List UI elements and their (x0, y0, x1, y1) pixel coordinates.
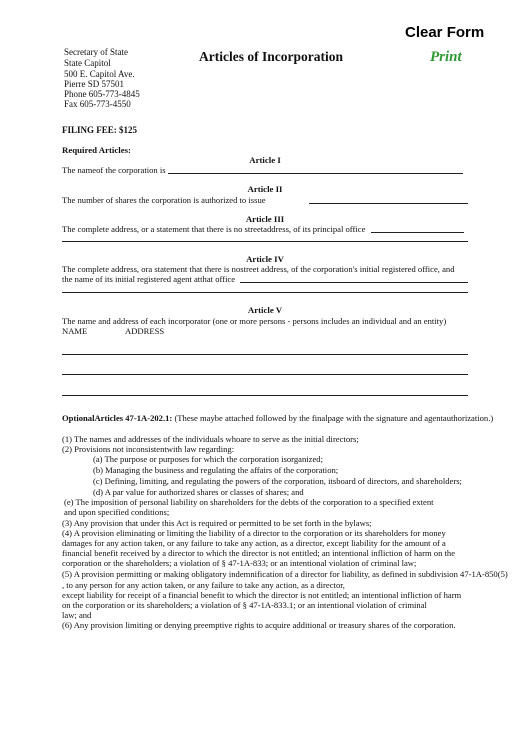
article-3-heading: Article III (245, 214, 285, 224)
optional-item: (e) The imposition of personal liability on shareholders for the debts of the corporation to a specified extent (64, 497, 434, 507)
address-line: Fax 605-773-4550 (64, 99, 131, 109)
optional-subitem: (c) Defining, limiting, and regulating the powers of the corporation, itsboard of directors, and shareholders; (93, 476, 462, 486)
clear-form-button[interactable]: Clear Form (405, 24, 485, 41)
address-line: 500 E. Capitol Ave. (64, 69, 135, 79)
print-button[interactable]: Print (430, 49, 462, 65)
article-1-label: The nameof the corporation is (62, 165, 166, 175)
optional-item: financial benefit received by a director to which the director is not entitled; an intentional infliction of harm on the (62, 548, 456, 558)
article-1-heading: Article I (249, 155, 281, 165)
incorporator-field[interactable] (62, 345, 468, 355)
article-5-label: The name and address of each incorporator (one or more persons - persons includes an individual and an entity) (62, 316, 447, 326)
required-articles-heading: Required Articles: (62, 145, 131, 155)
article-3-label: The complete address, or a statement that there is no streetaddress, of its principal office (62, 224, 366, 234)
optional-articles-line (62, 413, 493, 423)
article-5-heading: Article V (247, 305, 283, 315)
optional-item: on the corporation or its shareholders; a violation of § 47-1A-833.1; or an intentional violation of criminal (62, 600, 427, 610)
optional-item: (6) Any provision limiting or denying preemptive rights to acquire additional or treasury shares of the corporation. (62, 620, 456, 630)
address-line: Secretary of State (64, 47, 128, 57)
address-line: Pierre SD 57501 (64, 79, 124, 89)
principal-office-field-line2[interactable] (62, 232, 468, 242)
article-4-label-line2: the name of its initial registered agent atthat office (62, 274, 236, 284)
optional-item: , to any person for any action taken, or any failure to take any action, as a director, (62, 580, 345, 590)
optional-subitem: (d) A par value for authorized shares or classes of shares; and (93, 487, 304, 497)
incorporator-field[interactable] (62, 365, 468, 375)
optional-item: (1) The names and addresses of the individuals whoare to serve as the initial directors; (62, 434, 359, 444)
article-2-label: The number of shares the corporation is authorized to issue (62, 195, 266, 205)
article-4-label-line1: The complete address, ora statement that there is nostreet address, of the corporation's initial registered office, and (62, 264, 455, 274)
optional-subitem: (b) Managing the business and regulating the affairs of the corporation; (93, 465, 339, 475)
article-2-heading: Article II (247, 184, 283, 194)
article-4-heading: Article IV (246, 254, 284, 264)
address-line: Phone 605-773-4845 (64, 89, 140, 99)
optional-item: (3) Any provision that under this Act is required or permitted to be set forth in the bylaws; (62, 518, 372, 528)
name-column-label: NAME (62, 326, 88, 336)
optional-item: (5) A provision permitting or making obligatory indemnification of a director for liability, as defined in subdivision 47-1A-850(5) (62, 569, 508, 579)
registered-agent-field-line2[interactable] (62, 283, 468, 293)
optional-articles-note: (These maybe attached followed by the finalpage with the signature and agentauthorization.) (174, 413, 494, 423)
optional-item: (2) Provisions not inconsistentwith law regarding: (62, 444, 235, 454)
authorized-shares-field[interactable] (309, 194, 468, 204)
page-title: Articles of Incorporation (199, 49, 343, 64)
optional-articles-label: OptionalArticles 47-1A-202.1: (62, 413, 173, 423)
optional-item: (4) A provision eliminating or limiting the liability of a director to the corporation or its shareholders for money (62, 528, 446, 538)
optional-item: and upon specified conditions; (64, 507, 170, 517)
optional-subitem: (a) The purpose or purposes for which the corporation isorganized; (93, 454, 323, 464)
optional-item: except liability for receipt of a financial benefit to which the director is not entitled; an intentional infliction of harm (62, 590, 462, 600)
optional-item: damages for any action taken, or any failure to take any action, as a director, except liability for the amount of a (62, 538, 446, 548)
registered-agent-field[interactable] (240, 273, 468, 283)
optional-item: law; and (62, 610, 92, 620)
address-line: State Capitol (64, 58, 111, 68)
corporation-name-field[interactable] (168, 164, 463, 174)
incorporator-field[interactable] (62, 386, 468, 396)
filing-fee: FILING FEE: $125 (62, 125, 138, 135)
optional-item: corporation or the shareholders; a violation of § 47-1A-833; or an intentional violation of criminal law; (62, 558, 417, 568)
address-column-label: ADDRESS (125, 326, 165, 336)
